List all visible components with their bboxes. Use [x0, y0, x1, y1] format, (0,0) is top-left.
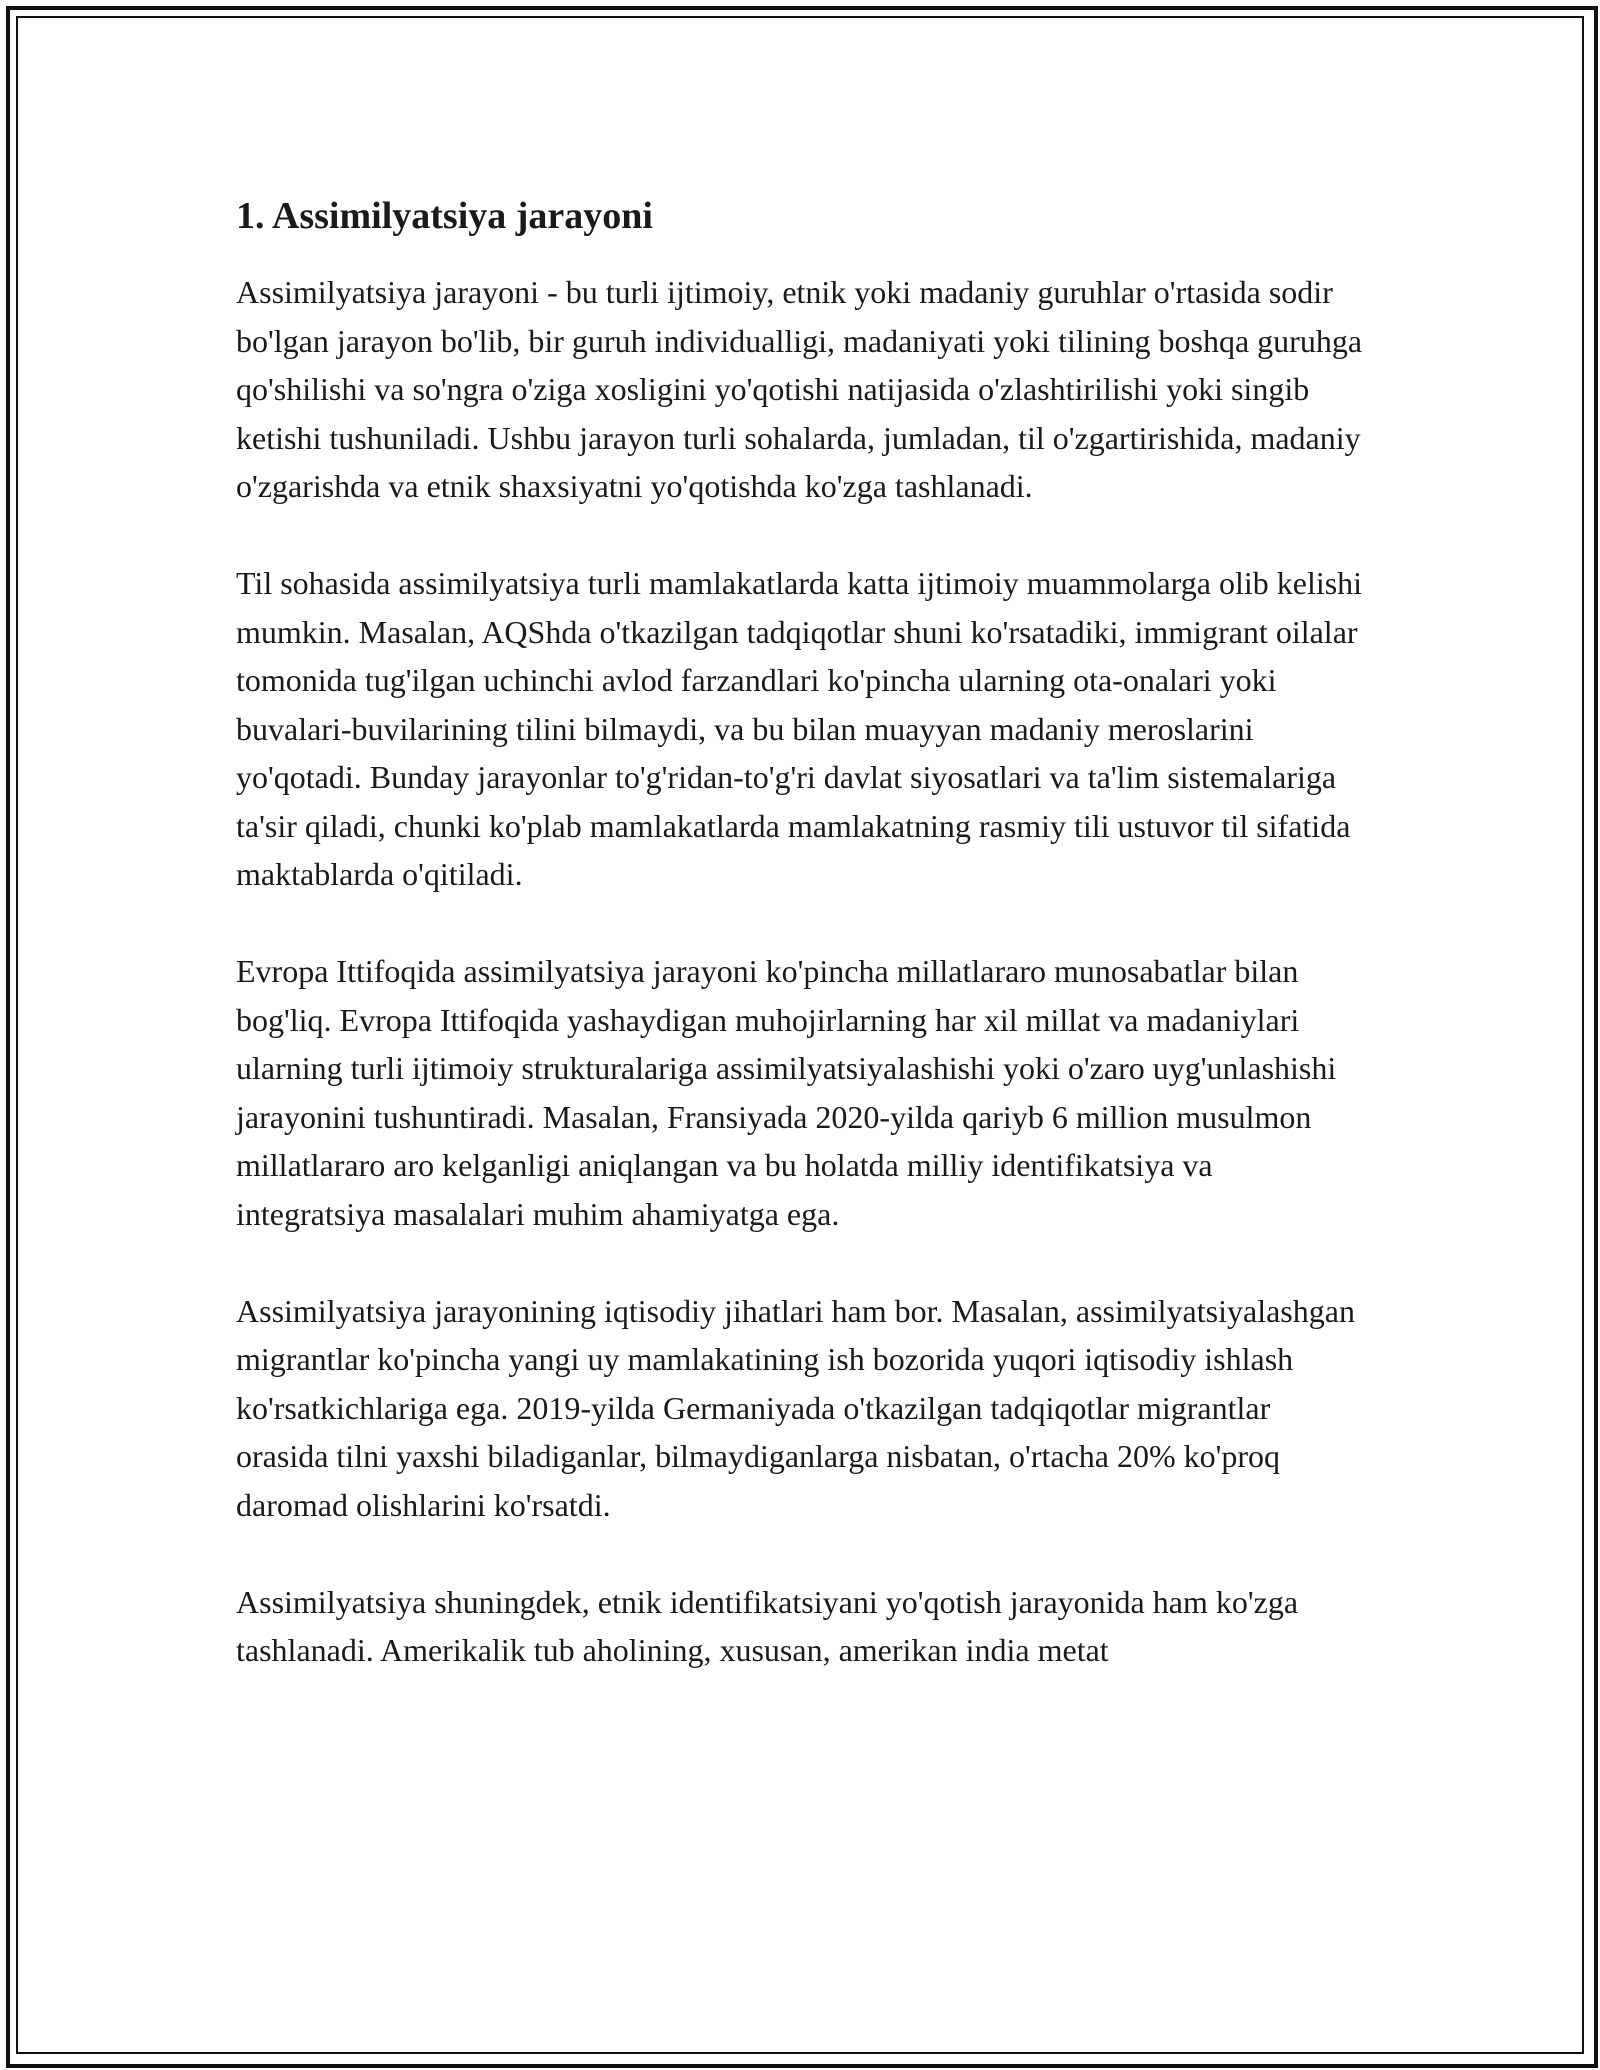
paragraph-3: Evropa Ittifoqida assimilyatsiya jarayoni ko'pincha millatlararo munosabatlar bilan bog'liq. Evropa Ittifoqida yashaydigan muhojirlarning har xil millat va madaniylari ularning turli ijtimoiy strukturalariga assimilyatsiyalashishi yoki o'zaro uyg'unlashishi jarayonini tushuntiradi. Masalan, Fransiyada 2020-yilda qariyb 6 million musulmon millatlararo aro kelganligi aniqlangan va bu holatda milliy identifikatsiya va integratsiya masalalari muhim ahamiyatga ega.	[236, 953, 1337, 1232]
paragraph-2: Til sohasida assimilyatsiya turli mamlakatlarda katta ijtimoiy muammolarga olib kelishi mumkin. Masalan, AQShda o'tkazilgan tadqiqotlar shuni ko'rsatadiki, immigrant oilalar tomonida tug'ilgan uchinchi avlod farzandlari ko'pincha ularning ota-onalari yoki buvalari-buvilarining tilini bilmaydi, va bu bilan muayyan madaniy meroslarini yo'qotadi. Bunday jarayonlar to'g'ridan-to'g'ri davlat siyosatlari va ta'lim sistemalariga ta'sir qiladi, chunki ko'plab mamlakatlarda mamlakatning rasmiy tili ustuvor til sifatida maktablarda o'qitiladi.	[236, 565, 1363, 892]
paragraph-4: Assimilyatsiya jarayonining iqtisodiy jihatlari ham bor. Masalan, assimilyatsiyalashgan migrantlar ko'pincha yangi uy mamlakatining ish bozorida yuqori iqtisodiy ishlash ko'rsatkichlariga ega. 2019-yilda Germaniyada o'tkazilgan tadqiqotlar migrantlar orasida tilni yaxshi biladiganlar, bilmaydiganlarga nisbatan, o'rtacha 20% ko'proq daromad olishlarini ko'rsatdi.	[236, 1292, 1355, 1523]
section-heading: 1. Assimilyatsiya jarayoni	[236, 195, 653, 237]
paragraph-5: Assimilyatsiya shuningdek, etnik identifikatsiyani yo'qotish jarayonida ham ko'zga tashlanadi. Amerikalik tub aholining, xususan, amerikan india metat	[236, 1583, 1299, 1668]
paragraph-1: Assimilyatsiya jarayoni - bu turli ijtimoiy, etnik yoki madaniy guruhlar o'rtasida sodir bo'lgan jarayon bo'lib, bir guruh individualligi, madaniyati yoki tilining boshqa guruhga qo'shilishi va so'ngra o'ziga xosligini yo'qotishi natijasida o'zlashtirilishi yoki singib ketishi tushuniladi. Ushbu jarayon turli sohalarda, jumladan, til o'zgartirishida, madaniy o'zgarishda va etnik shaxsiyatni yo'qotishda ko'zga tashlanadi.	[236, 274, 1363, 504]
document-body	[236, 188, 1366, 1723]
